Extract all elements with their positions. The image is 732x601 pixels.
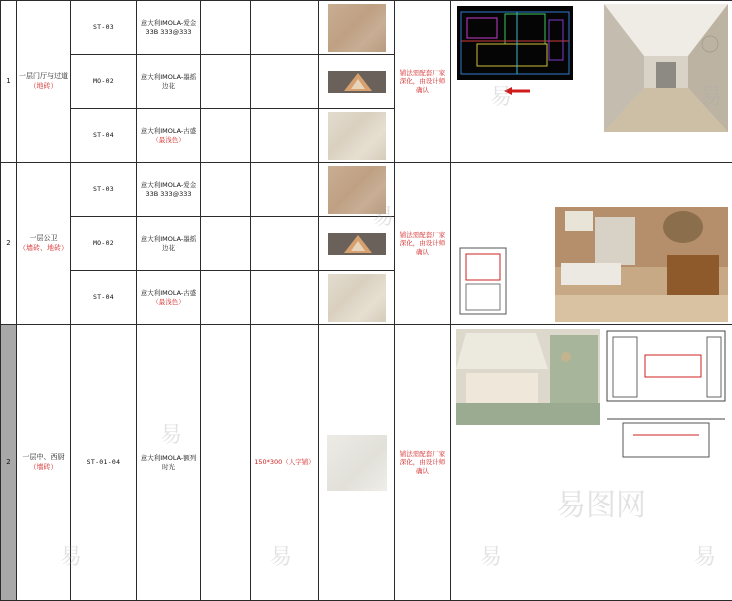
cad-drawing-image — [457, 6, 573, 80]
material-desc — [137, 271, 201, 325]
size-cell — [251, 1, 319, 55]
swatch-cell — [319, 325, 395, 601]
watermark-glyph: 易 — [480, 540, 502, 571]
empty-cell — [201, 109, 251, 163]
size-cell — [251, 163, 319, 217]
material-desc: 意大利IMOLA-爱金 33B 333@333 — [137, 1, 201, 55]
tile-swatch-beige — [328, 4, 386, 52]
empty-cell — [201, 217, 251, 271]
material-code: ST-04 — [71, 271, 137, 325]
swatch-cell — [319, 1, 395, 55]
area-name: 一层公卫 — [17, 234, 70, 243]
material-desc: 意大利IMOLA-墨摇 边花 — [137, 55, 201, 109]
area-note: （墙砖） — [17, 463, 70, 472]
empty-cell — [201, 55, 251, 109]
note-cell: 铺法需配套厂家深化，由设计师确认 — [395, 325, 451, 601]
area-name: 一层门厅与过道 — [17, 72, 70, 81]
material-code: ST-03 — [71, 1, 137, 55]
elevation-drawing-image — [458, 244, 510, 318]
material-desc: 意大利IMOLA-墨摇 边花 — [137, 217, 201, 271]
material-desc-text: 意大利IMOLA-古盛 — [137, 127, 200, 135]
material-desc: 意大利IMOLA-额列 时光 — [137, 325, 201, 601]
kitchen-elevation-drawing — [603, 327, 729, 462]
row-index: 2 — [1, 163, 17, 325]
watermark-glyph: 易 — [700, 80, 722, 111]
area-note: （地砖） — [17, 82, 70, 91]
border-tile-swatch — [328, 233, 386, 255]
size-cell — [251, 109, 319, 163]
swatch-cell — [319, 271, 395, 325]
material-code: MO-02 — [71, 55, 137, 109]
bathroom-photo — [555, 207, 728, 322]
material-desc — [137, 109, 201, 163]
watermark-glyph: 易 — [160, 418, 182, 449]
kitchen-photo — [456, 329, 600, 425]
material-desc-note: （最浅色） — [137, 136, 200, 144]
size-cell — [251, 271, 319, 325]
material-desc-note: （最浅色） — [137, 298, 200, 306]
swatch-cell — [319, 55, 395, 109]
material-code: ST-01-04 — [71, 325, 137, 601]
area-cell — [17, 1, 71, 163]
size-cell — [251, 55, 319, 109]
material-code: MO-02 — [71, 217, 137, 271]
empty-cell — [201, 271, 251, 325]
tile-swatch-light — [328, 112, 386, 160]
material-code: ST-03 — [71, 163, 137, 217]
watermark-glyph: 易 — [270, 540, 292, 571]
area-name: 一层中、西厨 — [17, 453, 70, 462]
empty-cell — [201, 1, 251, 55]
note-cell: 铺法需配套厂家深化，由设计师确认 — [395, 1, 451, 163]
watermark-glyph: 易 — [60, 540, 82, 571]
swatch-cell — [319, 109, 395, 163]
tile-swatch-white — [327, 435, 387, 491]
watermark-glyph: 易 — [694, 540, 716, 571]
hallway-photo — [604, 4, 728, 132]
watermark-glyph: 易 — [490, 80, 512, 111]
area-cell — [17, 163, 71, 325]
size-cell: 150*300（人字铺） — [251, 325, 319, 601]
note-cell: 铺法需配套厂家深化，由设计师确认 — [395, 163, 451, 325]
area-note: （墙砖、地砖） — [17, 244, 70, 253]
material-code: ST-04 — [71, 109, 137, 163]
watermark-brand: 易图网 — [556, 480, 646, 524]
empty-cell — [201, 325, 251, 601]
material-desc-text: 意大利IMOLA-古盛 — [137, 289, 200, 297]
size-cell — [251, 217, 319, 271]
tile-swatch-light — [328, 274, 386, 322]
border-tile-swatch — [328, 71, 386, 93]
watermark-glyph: 易 — [372, 200, 394, 231]
row-index: 2 — [1, 325, 17, 601]
material-desc: 意大利IMOLA-爱金 33B 333@333 — [137, 163, 201, 217]
row-index: 1 — [1, 1, 17, 163]
empty-cell — [201, 163, 251, 217]
